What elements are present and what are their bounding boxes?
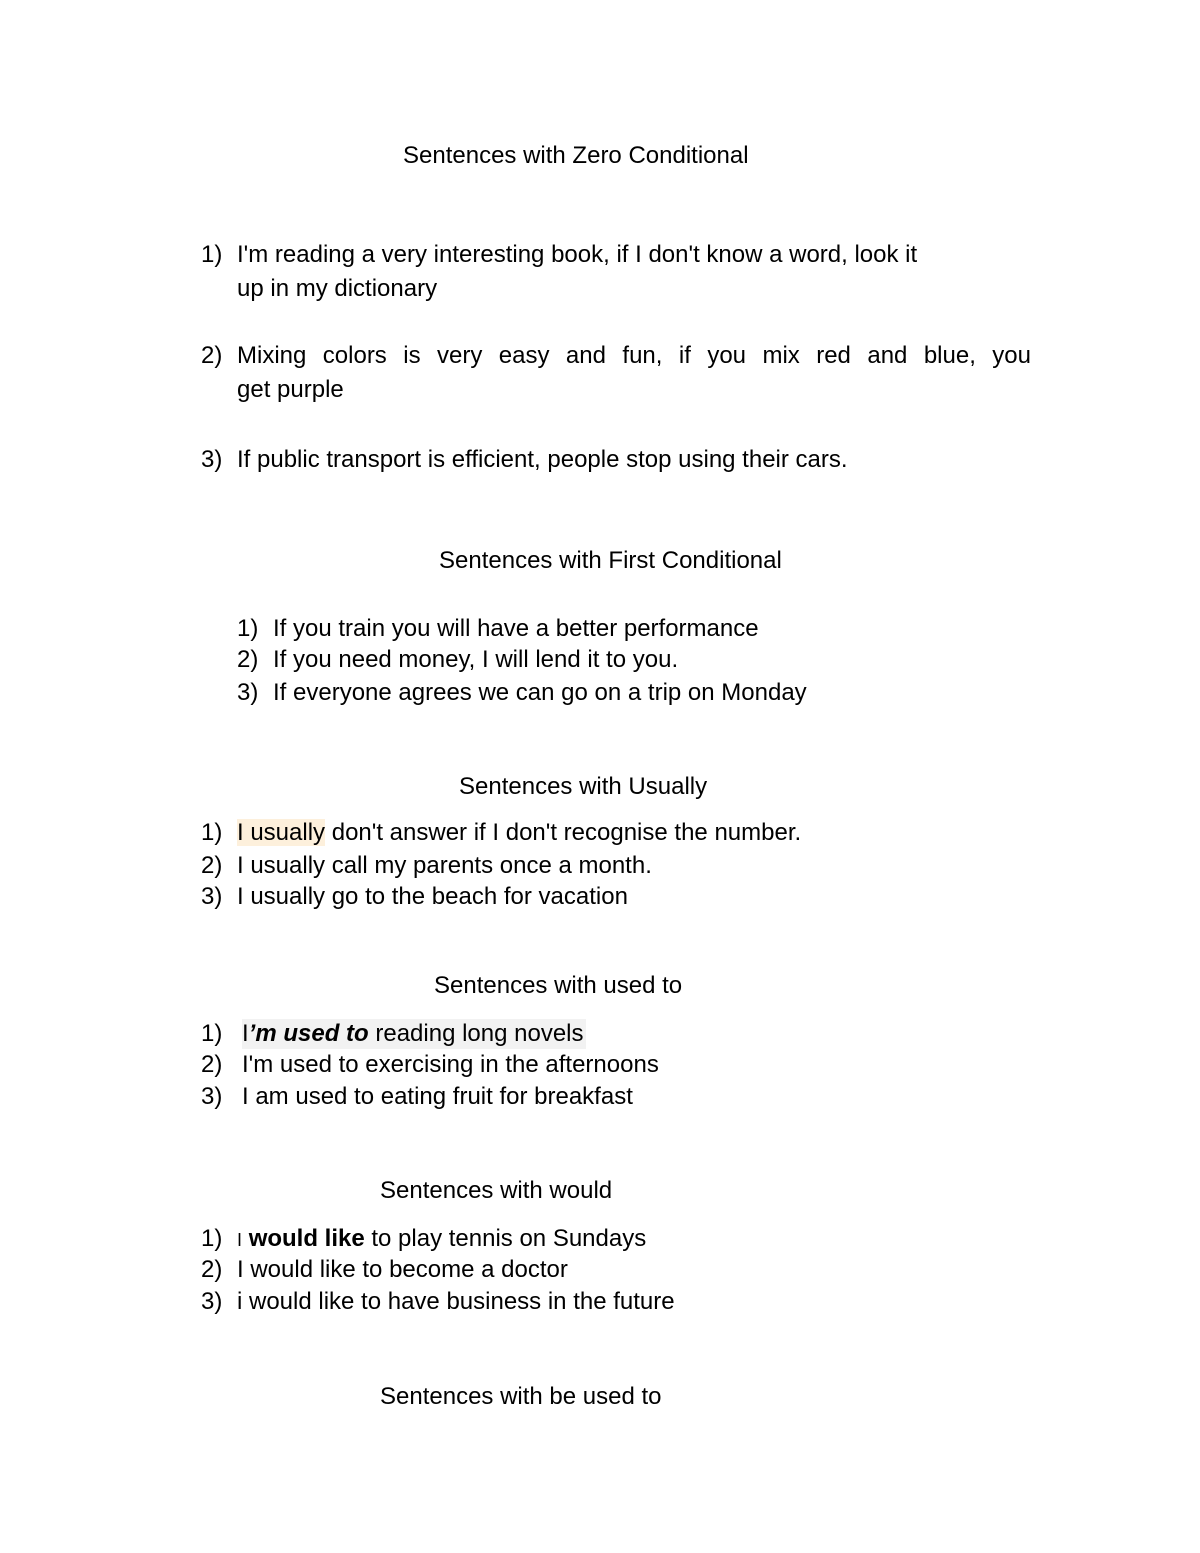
list-number: 1)	[201, 241, 223, 268]
list-text: I'm reading a very interesting book, if I don't know a word, look it	[237, 241, 918, 268]
list-text-line2: get purple	[237, 376, 344, 403]
list-text: I am used to eating fruit for breakfast	[242, 1083, 633, 1110]
list-text: If everyone agrees we can go on a trip on Monday	[273, 679, 807, 706]
list-number: 2)	[201, 1051, 223, 1078]
list-number: 2)	[201, 342, 223, 369]
heading-be-used-to: Sentences with be used to	[380, 1383, 662, 1410]
list-number: 1)	[201, 1020, 223, 1047]
heading-used-to: Sentences with used to	[434, 972, 683, 999]
list-text: If public transport is efficient, people stop using their cars.	[237, 446, 848, 473]
list-text: Mixing colors is very easy and fun, if you mix red and blue, you	[237, 342, 1031, 369]
list-number: 3)	[201, 446, 223, 473]
list-text	[237, 1224, 646, 1255]
list-text: I'm used to exercising in the afternoons	[242, 1051, 659, 1078]
list-number: 3)	[201, 1083, 223, 1110]
heading-zero-conditional: Sentences with Zero Conditional	[403, 142, 749, 169]
list-text: If you train you will have a better performance	[273, 615, 759, 642]
highlighted-text: I usually	[237, 819, 326, 846]
list-number: 2)	[201, 1256, 223, 1283]
list-text-rest: to play tennis on Sundays	[364, 1225, 647, 1252]
list-text-lead: I	[237, 1230, 243, 1250]
list-text-line2: up in my dictionary	[237, 275, 438, 302]
list-number: 1)	[237, 615, 259, 642]
emphasized-text: ’m used to	[248, 1020, 369, 1047]
list-text-line1	[237, 341, 1031, 371]
list-text: I would like to become a doctor	[237, 1256, 568, 1283]
list-text: If you need money, I will lend it to you.	[273, 646, 679, 673]
heading-would: Sentences with would	[380, 1177, 613, 1204]
list-text: I usually call my parents once a month.	[237, 852, 652, 879]
list-number: 3)	[201, 1288, 223, 1315]
list-item	[201, 341, 1031, 407]
list-text-lead: I	[242, 1020, 249, 1047]
heading-first-conditional: Sentences with First Conditional	[439, 547, 782, 574]
list-text	[242, 1019, 586, 1049]
list-number: 2)	[201, 852, 223, 879]
list-number: 1)	[201, 819, 223, 846]
list-text: i would like to have business in the future	[237, 1288, 675, 1315]
list-number: 3)	[237, 679, 259, 706]
heading-usually: Sentences with Usually	[459, 773, 708, 800]
emphasized-text: would like	[248, 1225, 365, 1252]
list-text-rest: reading long novels	[368, 1020, 584, 1047]
list-number: 1)	[201, 1225, 223, 1252]
list-text: I usually go to the beach for vacation	[237, 883, 628, 910]
list-number: 3)	[201, 883, 223, 910]
list-text	[237, 818, 801, 848]
list-number: 2)	[237, 646, 259, 673]
list-text-rest: don't answer if I don't recognise the number.	[325, 819, 802, 846]
list-item	[201, 240, 1031, 306]
list-text-line1	[237, 240, 1031, 270]
